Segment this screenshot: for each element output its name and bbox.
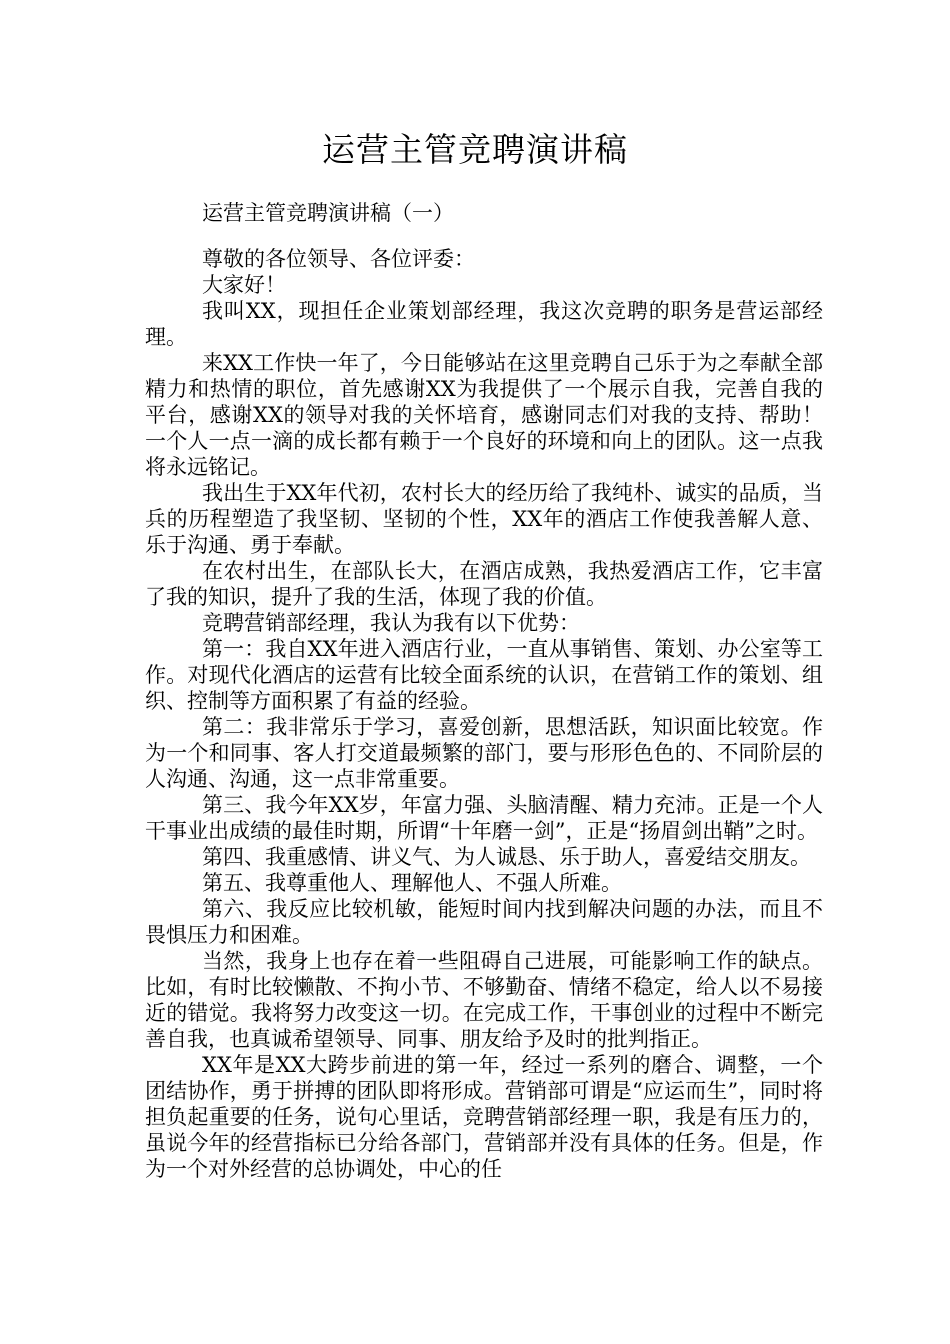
paragraph: 竞聘营销部经理，我认为我有以下优势： (202, 611, 580, 635)
paragraph: 当然，我身上也存在着一些阻碍自己进展，可能影响工作的缺点。比如，有时比较懒散、不拘小节、不够勤奋、情绪不稳定，给人以不易接近的错觉。我将努力改变这一切。在完成工作，干事创业的过程中不断完善自我，也真诚希望领导、同事、朋友给予及时的批判指正。 (145, 949, 823, 1051)
paragraph: 第六、我反应比较机敏，能短时间内找到解决问题的办法，而且不畏惧压力和困难。 (145, 897, 823, 947)
paragraph: XX年是XX大跨步前进的第一年，经过一系列的磨合、调整，一个团结协作，勇于拼搏的团队即将形成。营销部可谓是“应运而生”，同时将担负起重要的任务，说句心里话，竞聘营销部经理一职，我是有压力的，虽说今年的经营指标已分给各部门，营销部并没有具体的任务。但是，作为一个对外经营的总协调处，中心的任 (145, 1053, 823, 1181)
paragraph: 第一：我自XX年进入酒店行业，一直从事销售、策划、办公室等工作。对现代化酒店的运营有比较全面系统的认识，在营销工作的策划、组织、控制等方面积累了有益的经验。 (145, 637, 823, 713)
paragraph: 第五、我尊重他人、理解他人、不强人所难。 (202, 871, 622, 895)
document-subtitle: 运营主管竞聘演讲稿（一） (202, 201, 454, 225)
paragraph-greeting: 大家好！ (202, 273, 286, 297)
document-title: 运营主管竞聘演讲稿 (322, 130, 628, 169)
paragraph-salutation: 尊敬的各位领导、各位评委： (202, 247, 475, 271)
document-body (145, 246, 823, 1182)
paragraph: 第二：我非常乐于学习，喜爱创新，思想活跃，知识面比较宽。作为一个和同事、客人打交道最频繁的部门，要与形形色色的、不同阶层的人沟通、沟通，这一点非常重要。 (145, 715, 823, 791)
paragraph: 第三、我今年XX岁，年富力强、头脑清醒、精力充沛。正是一个人干事业出成绩的最佳时期，所谓“十年磨一剑”，正是“扬眉剑出鞘”之时。 (145, 793, 823, 843)
paragraph: 在农村出生，在部队长大，在酒店成熟，我热爱酒店工作，它丰富了我的知识，提升了我的生活，体现了我的价值。 (145, 559, 823, 609)
paragraph: 来XX工作快一年了，今日能够站在这里竞聘自己乐于为之奉献全部精力和热情的职位，首先感谢XX为我提供了一个展示自我，完善自我的平台，感谢XX的领导对我的关怀培育，感谢同志们对我的支持、帮助！一个人一点一滴的成长都有赖于一个良好的环境和向上的团队。这一点我将永远铭记。 (145, 351, 823, 479)
paragraph: 我出生于XX年代初，农村长大的经历给了我纯朴、诚实的品质，当兵的历程塑造了我坚韧、坚韧的个性，XX年的酒店工作使我善解人意、乐于沟通、勇于奉献。 (145, 481, 823, 557)
paragraph: 第四、我重感情、讲义气、为人诚恳、乐于助人，喜爱结交朋友。 (202, 845, 811, 869)
paragraph: 我叫XX，现担任企业策划部经理，我这次竞聘的职务是营运部经理。 (145, 299, 823, 349)
